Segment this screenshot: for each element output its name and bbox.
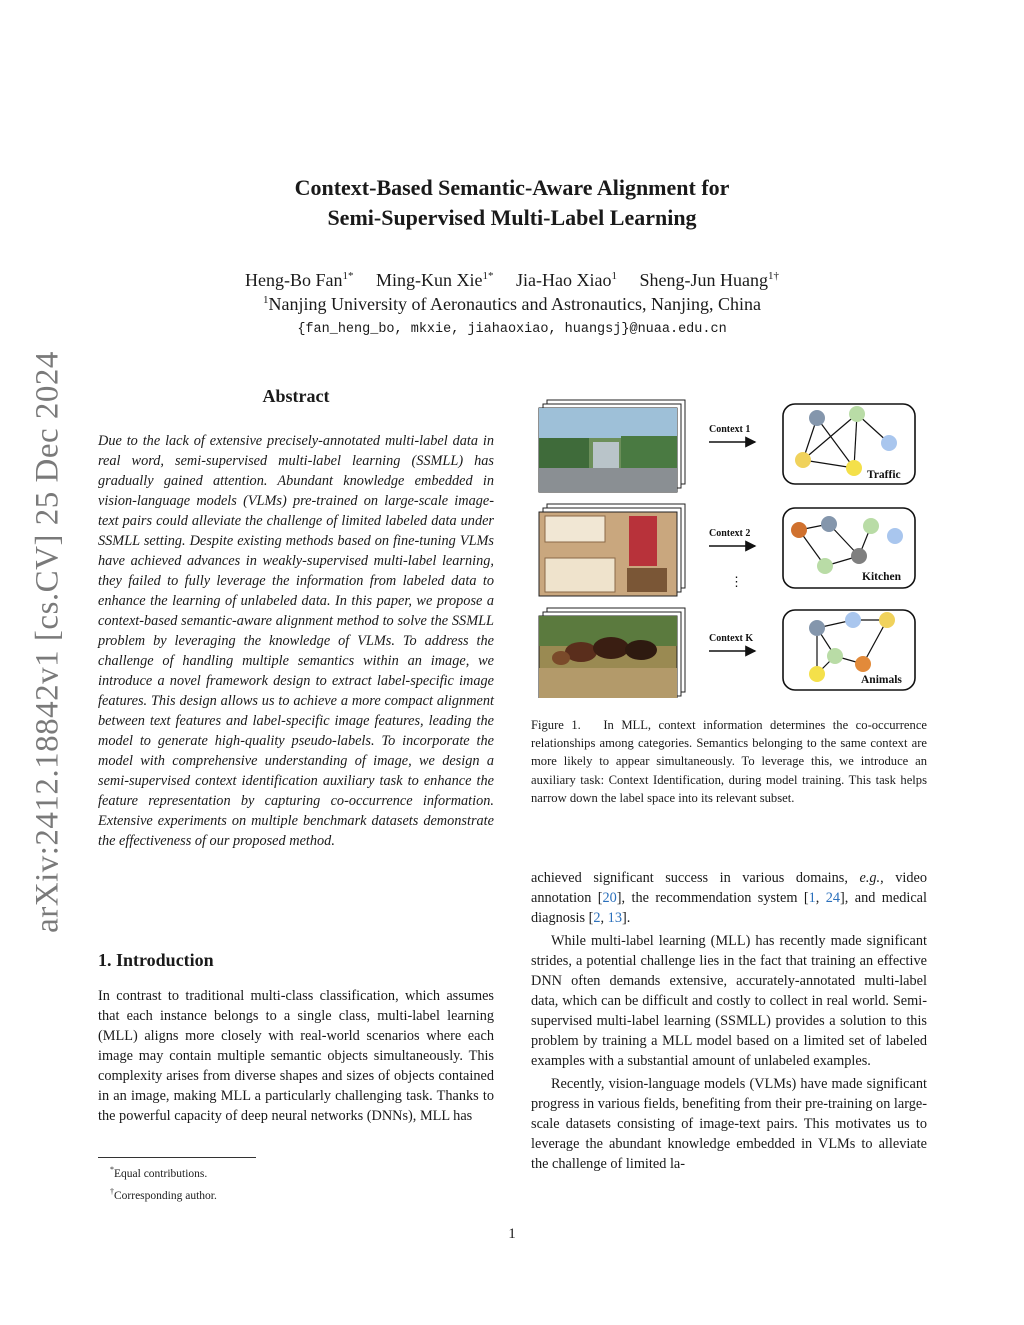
abstract-text: Due to the lack of extensive precisely-annotated multi-label data in real word, semi-supervised multi-label learning (SSMLL) has gradually gained attention. Abundant knowledge embedded in vision-language models (VLMs) pre-trained on large-scale image-text pairs could alleviate the challenge of limited labeled data under SSMLL setting. Despite existing methods based on fine-tuning VLMs have achieved advances in weakly-supervised multi-label learning, they failed to fully leverage the information from labeled data to enhance the learning of unlabeled data. In this paper, we propose a context-based semantic-aware alignment method to solve the SSMLL problem by leveraging the knowledge of VLMs. To address the challenge of handling multiple semantics within an image, we introduce a novel framework design to extract label-specific image features. This design allows us to achieve a more compact alignment between text features and label-specific image features, leading the model to generate high-quality pseudo-labels. To incorporate the model with comprehensive understanding of image, we design a semi-supervised context identification auxiliary task to enhance the feature representation by capturing co-occurrence information. Extensive experiments on multiple benchmark datasets demonstrate the effectiveness of our proposed method.: [98, 433, 494, 849]
category-label: Animals: [861, 674, 902, 686]
arxiv-identifier: arXiv:2412.18842v1 [cs.CV] 25 Dec 2024: [29, 351, 66, 933]
title-line-1: Context-Based Semantic-Aware Alignment for: [294, 175, 730, 200]
author-emails: {fan_heng_bo, mkxie, jiahaoxiao, huangsj}@nuaa.edu.cn: [297, 322, 727, 337]
context-arrow-k: [709, 633, 755, 651]
graph-animals: [783, 610, 915, 690]
image-stack-street: [539, 400, 685, 492]
caption-text: In MLL, context information determines the co-occurrence relationships among categories. Semantics belonging to the same context are more likely to appear simultaneously. To leverage this, we introduce an auxiliary task: Context Identification, during model training. This task helps narrow down the label space into its relevant subset.: [531, 718, 927, 805]
graph-kitchen: [783, 508, 915, 588]
paragraph: While multi-label learning (MLL) has recently made significant strides, a potential challenge lies in the fact that training an effective DNN often demands extensive, accurately-annotated multi-label data, which can be difficult and costly to collect in real world. Semi-supervised multi-label learning (SSMLL) provides a solution to this problem by training a MLL model based on a limited set of labeled examples with a substantial amount of unlabeled examples.: [531, 933, 927, 1069]
footnote-corresponding: †Corresponding author.: [110, 1186, 217, 1202]
figure-1: [531, 398, 927, 698]
caption-label: Figure 1.: [531, 718, 581, 732]
title-line-2: Semi-Supervised Multi-Label Learning: [327, 205, 697, 230]
page-number: 1: [508, 1226, 516, 1242]
author: Ming-Kun Xie$^{1*}$: [376, 270, 494, 290]
citation-link[interactable]: 1: [808, 890, 816, 906]
author-block: [0, 268, 1024, 342]
context-label: Context 1: [709, 424, 751, 435]
vertical-ellipsis: ⋮: [730, 574, 743, 589]
category-label: Traffic: [867, 469, 901, 481]
context-label: Context 2: [709, 528, 751, 539]
image-stack-kitchen: [539, 504, 685, 596]
footnote-rule: [98, 1157, 256, 1158]
category-label: Kitchen: [862, 571, 901, 583]
context-arrow-1: [709, 424, 755, 442]
citation-link[interactable]: 2: [593, 910, 601, 926]
author: Heng-Bo Fan$^{1*}$: [245, 270, 354, 290]
context-arrow-2: [709, 528, 755, 546]
author: Jia-Hao Xiao$^1$: [516, 270, 617, 290]
author-names: [0, 268, 1024, 292]
paragraph: Recently, vision-language models (VLMs) have made significant progress in various fields, benefiting from their pre-training on large-scale datasets consisting of image-text pairs. This motivates us to leverage the abundant knowledge embedded in VLMs to alleviate the challenge of limited la-: [531, 1076, 927, 1172]
right-column-text: [531, 868, 927, 1177]
abstract-heading: Abstract: [262, 386, 330, 406]
context-label: Context K: [709, 633, 754, 644]
citation-link[interactable]: 24: [825, 890, 841, 906]
footnote-equal: *Equal contributions.: [110, 1165, 208, 1180]
affiliation: $^1$Nanjing University of Aeronautics and Astronautics, Nanjing, China: [263, 294, 761, 314]
citation-link[interactable]: 20: [602, 890, 617, 906]
paper-title: [0, 173, 1024, 233]
paragraph: achieved significant success in various domains, e.g., video annotation [20], the recommendation system [1, 24], and medical diagnosis [2, 13].: [531, 870, 927, 926]
author: Sheng-Jun Huang$^{1\dagger}$: [639, 270, 779, 290]
introduction-heading: 1. Introduction: [98, 950, 214, 970]
citation-link[interactable]: 13: [607, 910, 622, 926]
footnotes: [110, 1161, 217, 1205]
graph-traffic: [783, 404, 915, 484]
figure-caption: [531, 716, 927, 807]
introduction-text: In contrast to traditional multi-class classification, which assumes that each instance belongs to a single class, multi-label learning (MLL) aligns more closely with real-world scenarios where each image may contain multiple semantic objects simultaneously. This complexity arises from diverse shapes and sizes of objects contained in an image, making MLL a particularly challenging task. Thanks to the powerful capacity of deep neural networks (DNNs), MLL has: [98, 988, 494, 1124]
image-stack-horses: [539, 608, 685, 698]
figure-diagram: [531, 398, 927, 698]
